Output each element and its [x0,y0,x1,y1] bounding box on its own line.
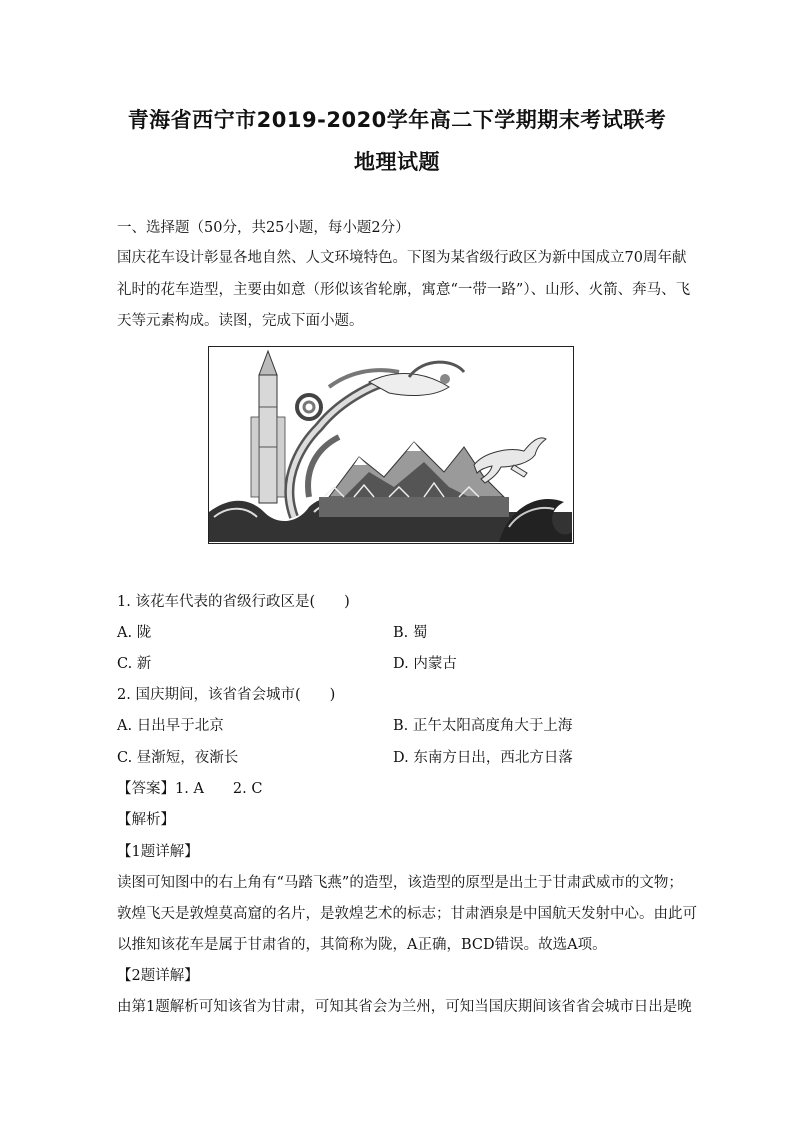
question-2-option-d: D. 东南方日出，西北方日落 [393,750,573,766]
question-1-option-c: C. 新 [117,656,152,672]
question-1-stem: 1. 该花车代表的省级行政区是( ) [117,594,350,610]
detail-1-line-2: 敦煌飞天是敦煌莫高窟的名片，是敦煌艺术的标志；甘肃酒泉是中国航天发射中心。由此可 [117,906,697,922]
parade-float-figure [208,346,574,544]
intro-line-3: 天等元素构成。读图，完成下面小题。 [117,313,364,329]
question-1-option-a: A. 陇 [117,625,152,641]
detail-2-label: 【2题详解】 [117,968,199,984]
detail-1-line-3: 以推知该花车是属于甘肃省的，其简称为陇，A正确，BCD错误。故选A项。 [117,937,607,953]
question-1-option-d: D. 内蒙古 [393,656,457,672]
document-subtitle: 地理试题 [354,150,440,174]
intro-line-2: 礼时的花车造型，主要由如意（形似该省轮廓，寓意“一带一路”）、山形、火箭、奔马、飞 [117,282,691,298]
question-1-option-b: B. 蜀 [393,625,428,641]
analysis-label: 【解析】 [117,812,175,828]
answer-line: 【答案】1. A 2. C [117,781,263,797]
intro-line-1: 国庆花车设计彰显各地自然、人文环境特色。下图为某省级行政区为新中国成立70周年献 [117,250,687,266]
detail-1-label: 【1题详解】 [117,844,199,860]
detail-1-line-1: 读图可知图中的右上角有“马踏飞燕”的造型，该造型的原型是出土于甘肃武威市的文物； [117,875,683,891]
question-2-option-b: B. 正午太阳高度角大于上海 [393,718,573,734]
question-2-option-a: A. 日出早于北京 [117,718,224,734]
document-title: 青海省西宁市2019-2020学年高二下学期期末考试联考 [127,108,667,132]
parade-float-illustration [209,347,572,542]
question-2-stem: 2. 国庆期间，该省省会城市( ) [117,687,336,703]
section-header: 一、选择题（50分，共25小题，每小题2分） [117,220,410,236]
question-2-option-c: C. 昼渐短，夜渐长 [117,750,239,766]
detail-2-line-1: 由第1题解析可知该省为甘肃，可知其省会为兰州，可知当国庆期间该省省会城市日出是晚 [117,999,692,1015]
